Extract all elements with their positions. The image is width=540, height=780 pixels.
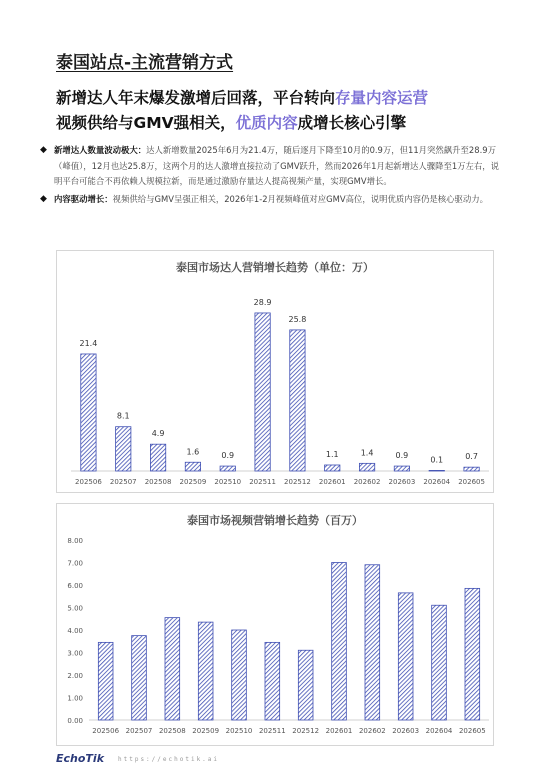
bullet-text: 达人新增数量2025年6月为21.4万，随后逐月下降至10月的0.9万，但11月突然飙升至28.9万（峰值），12月也达25.8万，这两个月的达人激增直接拉动了GMV跃升，然而2026年1月起新增达人骤降至1万左右，说明平台可能合不再依赖人规模拉新，而是通过激励存量达人提高视频产量，实现GMV增长。	[54, 145, 500, 186]
bar	[220, 466, 235, 471]
bar	[265, 642, 280, 720]
x-tick-label: 202508	[158, 727, 186, 735]
y-tick-label: 2.00	[67, 672, 83, 680]
data-label: 4.9	[151, 429, 165, 439]
x-tick-label: 202509	[179, 478, 207, 486]
headline-highlight: 优质内容	[235, 114, 298, 132]
x-tick-label: 202506	[92, 727, 120, 735]
bar	[132, 636, 147, 720]
bar	[332, 563, 347, 721]
x-tick-label: 202604	[425, 727, 453, 735]
data-label: 1.6	[186, 447, 200, 457]
x-tick-label: 202512	[292, 727, 320, 735]
bullet-list	[40, 143, 500, 209]
bullet-label: 新增达人数量波动极大：	[54, 145, 147, 155]
x-tick-label: 202512	[284, 478, 311, 486]
x-tick-label: 202510	[214, 478, 242, 486]
bullet-label: 内容驱动增长：	[54, 193, 113, 204]
x-tick-label: 202508	[144, 478, 172, 486]
x-tick-label: 202511	[249, 478, 276, 486]
bar	[298, 650, 313, 720]
x-tick-label: 202602	[358, 727, 386, 735]
x-tick-label: 202507	[125, 727, 153, 735]
headline-text: 视频供给与GMV强相关，	[56, 114, 236, 132]
x-tick-label: 202605	[458, 727, 486, 735]
bar	[290, 330, 305, 471]
data-label: 1.4	[360, 448, 374, 458]
x-tick-label: 202601	[318, 478, 346, 486]
y-tick-label: 4.00	[67, 627, 83, 635]
x-tick-label: 202601	[325, 727, 353, 735]
x-tick-label: 202511	[258, 727, 286, 735]
x-tick-label: 202510	[225, 727, 253, 735]
data-label: 0.9	[395, 451, 409, 461]
bar	[165, 618, 180, 720]
bar	[150, 444, 165, 471]
data-label: 0.9	[221, 451, 235, 461]
x-tick-label: 202602	[353, 478, 381, 486]
data-label: 1.1	[325, 449, 339, 459]
headline-line-2	[56, 111, 406, 133]
data-label: 28.9	[253, 297, 272, 307]
x-tick-label: 202603	[388, 478, 416, 486]
y-tick-label: 0.00	[67, 717, 83, 725]
x-tick-label: 202605	[458, 478, 485, 486]
chart-title: 泰国市场视频营销增长趋势（百万）	[187, 514, 363, 527]
x-tick-label: 202604	[423, 478, 451, 486]
bar	[465, 588, 480, 720]
y-tick-label: 1.00	[67, 694, 83, 703]
y-tick-label: 5.00	[67, 604, 83, 613]
data-label: 25.8	[288, 314, 307, 324]
y-tick-label: 8.00	[67, 537, 83, 545]
bar	[394, 466, 409, 471]
y-tick-label: 6.00	[67, 582, 83, 590]
bar	[116, 427, 131, 471]
x-tick-label: 202506	[75, 478, 102, 486]
data-label: 21.4	[79, 338, 98, 348]
data-label: 8.1	[116, 411, 130, 421]
headline-highlight: 存量内容运营	[335, 89, 429, 107]
bar	[359, 463, 374, 471]
diamond-bullet-icon: ◆	[40, 145, 47, 155]
headline-text: 新增达人年末爆发激增后回落，平台转向	[56, 89, 336, 107]
data-label: 0.1	[430, 455, 444, 465]
video-growth-chart-svg	[57, 504, 495, 747]
headline-text: 成增长核心引擎	[297, 114, 407, 132]
video-growth-chart	[56, 503, 494, 746]
bar	[185, 462, 200, 471]
chart-title: 泰国市场达人营销增长趋势（单位：万）	[176, 261, 374, 274]
bar	[198, 622, 213, 720]
bullet-item	[40, 192, 500, 208]
x-tick-label: 202603	[392, 727, 420, 735]
bar	[232, 630, 247, 720]
y-tick-label: 7.00	[67, 559, 83, 568]
headline-line-1	[56, 86, 428, 108]
creator-growth-chart-svg	[57, 251, 495, 494]
data-label: 0.7	[465, 452, 478, 462]
y-tick-label: 3.00	[67, 649, 83, 658]
bar	[432, 605, 447, 720]
x-tick-label: 202507	[109, 478, 137, 486]
bar	[81, 354, 96, 471]
page-title: 泰国站点-主流营销方式	[56, 53, 234, 73]
bar	[325, 465, 340, 471]
creator-growth-chart	[56, 250, 494, 493]
bar	[255, 313, 270, 471]
footer-url: https://echotik.ai	[118, 756, 220, 763]
bar	[365, 565, 380, 720]
bullet-text: 视频供给与GMV呈强正相关，2026年1-2月视频峰值对应GMV高位，说明优质内容仍是核心驱动力。	[112, 193, 489, 204]
echotik-logo: EchoTik	[56, 752, 105, 765]
x-tick-label: 202509	[192, 727, 220, 735]
bar	[464, 467, 479, 471]
bar	[429, 470, 444, 471]
bullet-item	[40, 143, 500, 190]
diamond-bullet-icon: ◆	[40, 193, 47, 204]
bar	[98, 642, 113, 720]
bar	[398, 593, 413, 720]
